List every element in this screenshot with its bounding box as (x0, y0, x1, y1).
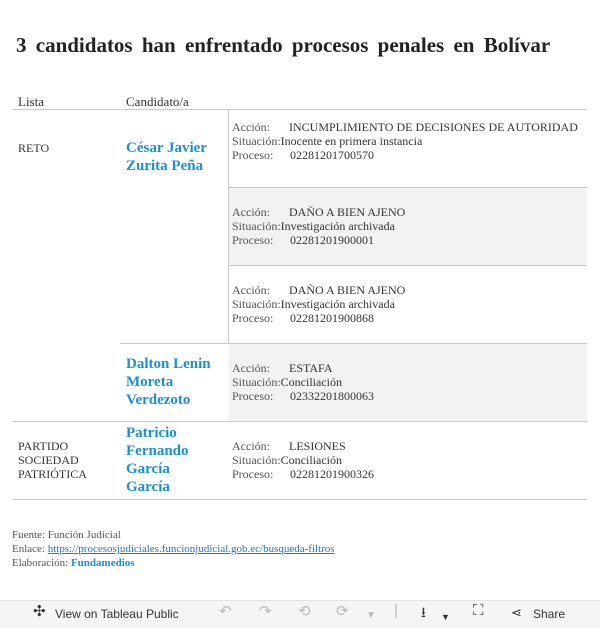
case-accion: DAÑO A BIEN AJENO (289, 283, 406, 297)
proceso-label: Proceso: (232, 467, 274, 481)
case-proceso: 02281201900868 (290, 311, 374, 325)
tableau-icon: ✣ (33, 603, 46, 620)
row-divider (120, 343, 587, 344)
case-situacion: Conciliación (280, 453, 342, 467)
proceso-label: Proceso: (232, 311, 274, 325)
candidate-name[interactable]: César Javier Zurita Peña (126, 140, 207, 174)
lista-cell: RETO (18, 141, 50, 155)
refresh-icon[interactable]: ⟳ (336, 603, 349, 620)
row-divider (12, 421, 587, 422)
row-divider (228, 265, 587, 266)
header-lista: Lista (18, 94, 44, 109)
case-proceso: 02281201900326 (290, 467, 374, 481)
situacion-label: Situación: (232, 453, 281, 467)
proceso-label: Proceso: (232, 148, 274, 162)
case-detail (232, 120, 584, 162)
table-bottom-divider (12, 499, 587, 500)
column-divider (228, 110, 229, 343)
case-detail (232, 283, 584, 325)
redo-icon[interactable]: ↷ (259, 603, 272, 620)
fullscreen-icon[interactable]: ⛶ (473, 602, 484, 619)
case-detail (232, 205, 584, 247)
share-button[interactable]: Share (533, 607, 566, 621)
case-situacion: Investigación archivada (280, 297, 395, 311)
view-on-tableau-button[interactable]: View on Tableau Public (55, 607, 179, 621)
header-divider (12, 109, 587, 110)
accion-label: Acción: (232, 439, 270, 453)
credit-line (12, 557, 135, 569)
case-proceso: 02332201800063 (290, 389, 374, 403)
proceso-label: Proceso: (232, 233, 274, 247)
accion-label: Acción: (232, 361, 270, 375)
accion-label: Acción: (232, 283, 270, 297)
case-accion: INCUMPLIMIENTO DE DECISIONES DE AUTORIDAD (289, 120, 578, 134)
accion-label: Acción: (232, 120, 270, 134)
tableau-toolbar (0, 600, 600, 628)
accion-label: Acción: (232, 205, 270, 219)
link-label: Enlace: (12, 543, 45, 555)
case-proceso: 02281201900001 (290, 233, 374, 247)
credit-value: Fundamedios (70, 557, 135, 569)
lista-cell: PARTIDO SOCIEDAD PATRIÓTICA (18, 439, 87, 481)
row-divider (228, 187, 587, 188)
page-title: 3 candidatos han enfrentado procesos penales en Bolívar (16, 33, 551, 57)
candidate-name[interactable]: Patricio Fernando García García (126, 425, 189, 495)
undo-icon[interactable]: ↶ (219, 603, 232, 620)
case-accion: DAÑO A BIEN AJENO (289, 205, 406, 219)
revert-icon[interactable]: ⟲ (298, 603, 311, 620)
source-line (12, 529, 121, 541)
case-situacion: Inocente en primera instancia (280, 134, 423, 148)
download-icon[interactable]: ⭳ (421, 604, 426, 620)
case-detail (232, 361, 584, 403)
situacion-label: Situación: (232, 134, 281, 148)
credit-label: Elaboración: (12, 557, 69, 569)
candidate-name[interactable]: Dalton Lenin Moreta Verdezoto (126, 356, 211, 408)
separator: | (394, 602, 398, 619)
case-situacion: Conciliación (280, 375, 342, 389)
source-link[interactable]: https://procesosjudiciales.funcionjudicial.gob.ec/busqueda-filtros (47, 543, 335, 555)
case-proceso: 02281201700570 (290, 148, 374, 162)
chevron-down-icon[interactable]: ▼ (366, 610, 376, 621)
situacion-label: Situación: (232, 297, 281, 311)
case-accion: ESTAFA (289, 361, 333, 375)
source-value: Función Judicial (47, 529, 121, 541)
case-accion: LESIONES (289, 439, 346, 453)
share-icon[interactable]: ⋖ (511, 605, 522, 620)
source-label: Fuente: (12, 529, 45, 541)
situacion-label: Situación: (232, 375, 281, 389)
situacion-label: Situación: (232, 219, 281, 233)
chevron-down-icon[interactable]: ▼ (441, 612, 450, 622)
case-situacion: Investigación archivada (280, 219, 395, 233)
case-detail (232, 439, 584, 481)
link-line (12, 543, 335, 555)
header-candidato: Candidato/a (126, 94, 189, 109)
proceso-label: Proceso: (232, 389, 274, 403)
